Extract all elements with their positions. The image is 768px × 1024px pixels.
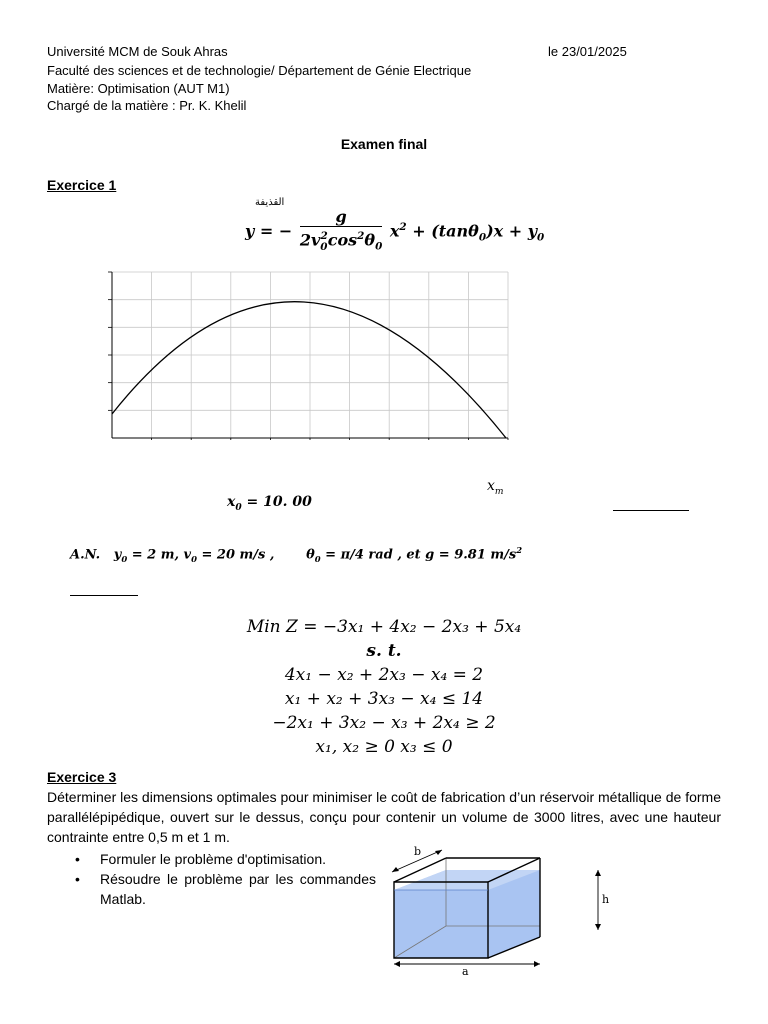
trajectory-curve: [112, 302, 506, 438]
teacher-line: Chargé de la matière : Pr. K. Khelil: [47, 98, 247, 113]
lp-constraint-3: −2x₁ + 3x₂ − x₃ + 2x₄ ≥ 2: [272, 713, 496, 733]
lp-constraint-4: x₁, x₂ ≥ 0 x₃ ≤ 0: [315, 737, 453, 757]
trajectory-equation: y = − $\frac{g}{2v_0^2\cos^2\theta_0}$ $x^2 + (\tan\theta_0)x + y_0$: [245, 207, 545, 253]
bullet-2: •: [75, 871, 80, 887]
lp-objective: Min Z = −3x₁ + 4x₂ − 2x₃ + 5x₄: [246, 617, 522, 637]
numerical-application: A.N. $y_0 = 2$ m, $v_0 = 20$ m/s , $\theta_0 = \pi/4$ rad , et g = 9.81 $m/s^2$: [70, 545, 523, 564]
x-axis-label: $x_m$: [487, 478, 504, 497]
lp-problem: [184, 615, 584, 759]
exercise3-heading: Exercice 3: [47, 769, 117, 785]
exercise1-heading: Exercice 1: [47, 177, 117, 193]
lp-constraint-1: 4x₁ − x₂ + 2x₃ − x₄ = 2: [284, 665, 484, 685]
lp-subject-to: s. t.: [366, 641, 402, 661]
tank-figure: [380, 842, 620, 977]
graph-grid: [108, 272, 508, 440]
lp-constraint-2: x₁ + x₂ + 3x₃ − x₄ ≤ 14: [284, 689, 484, 709]
exam-title: Examen final: [340, 136, 428, 152]
tank-label-b: b: [414, 845, 422, 858]
faculty-line: Faculté des sciences et de technologie/ Département de Génie Electrique: [47, 63, 472, 78]
subject-line: Matière: Optimisation (AUT M1): [47, 81, 230, 96]
bullet-2-text: Résoudre le problème par les commandes Matlab.: [100, 871, 376, 907]
exercise2-heading-line: [70, 595, 138, 596]
projectile-arabic-label: القذيفة: [255, 197, 285, 208]
bullet-1: •: [75, 851, 80, 867]
answer-line: [613, 510, 689, 511]
university-name: Université MCM de Souk Ahras: [47, 44, 228, 59]
tank-label-h: h: [602, 893, 610, 906]
trajectory-graph: [108, 270, 510, 440]
x0-value: $x_0 = 10$. 00: [227, 494, 312, 513]
exercise3-statement: Déterminer les dimensions optimales pour minimiser le coût de fabrication d’un réservoir métallique de forme parallélépipédique, ouvert sur le dessus, conçu pour contenir un volume de 3000 litres, avec une hauteur contrainte entre 0,5 m et 1 m.: [47, 789, 721, 845]
tank-label-a: a: [462, 965, 469, 977]
bullet-1-text: Formuler le problème d'optimisation.: [100, 851, 326, 867]
exam-date: le 23/01/2025: [548, 44, 627, 59]
